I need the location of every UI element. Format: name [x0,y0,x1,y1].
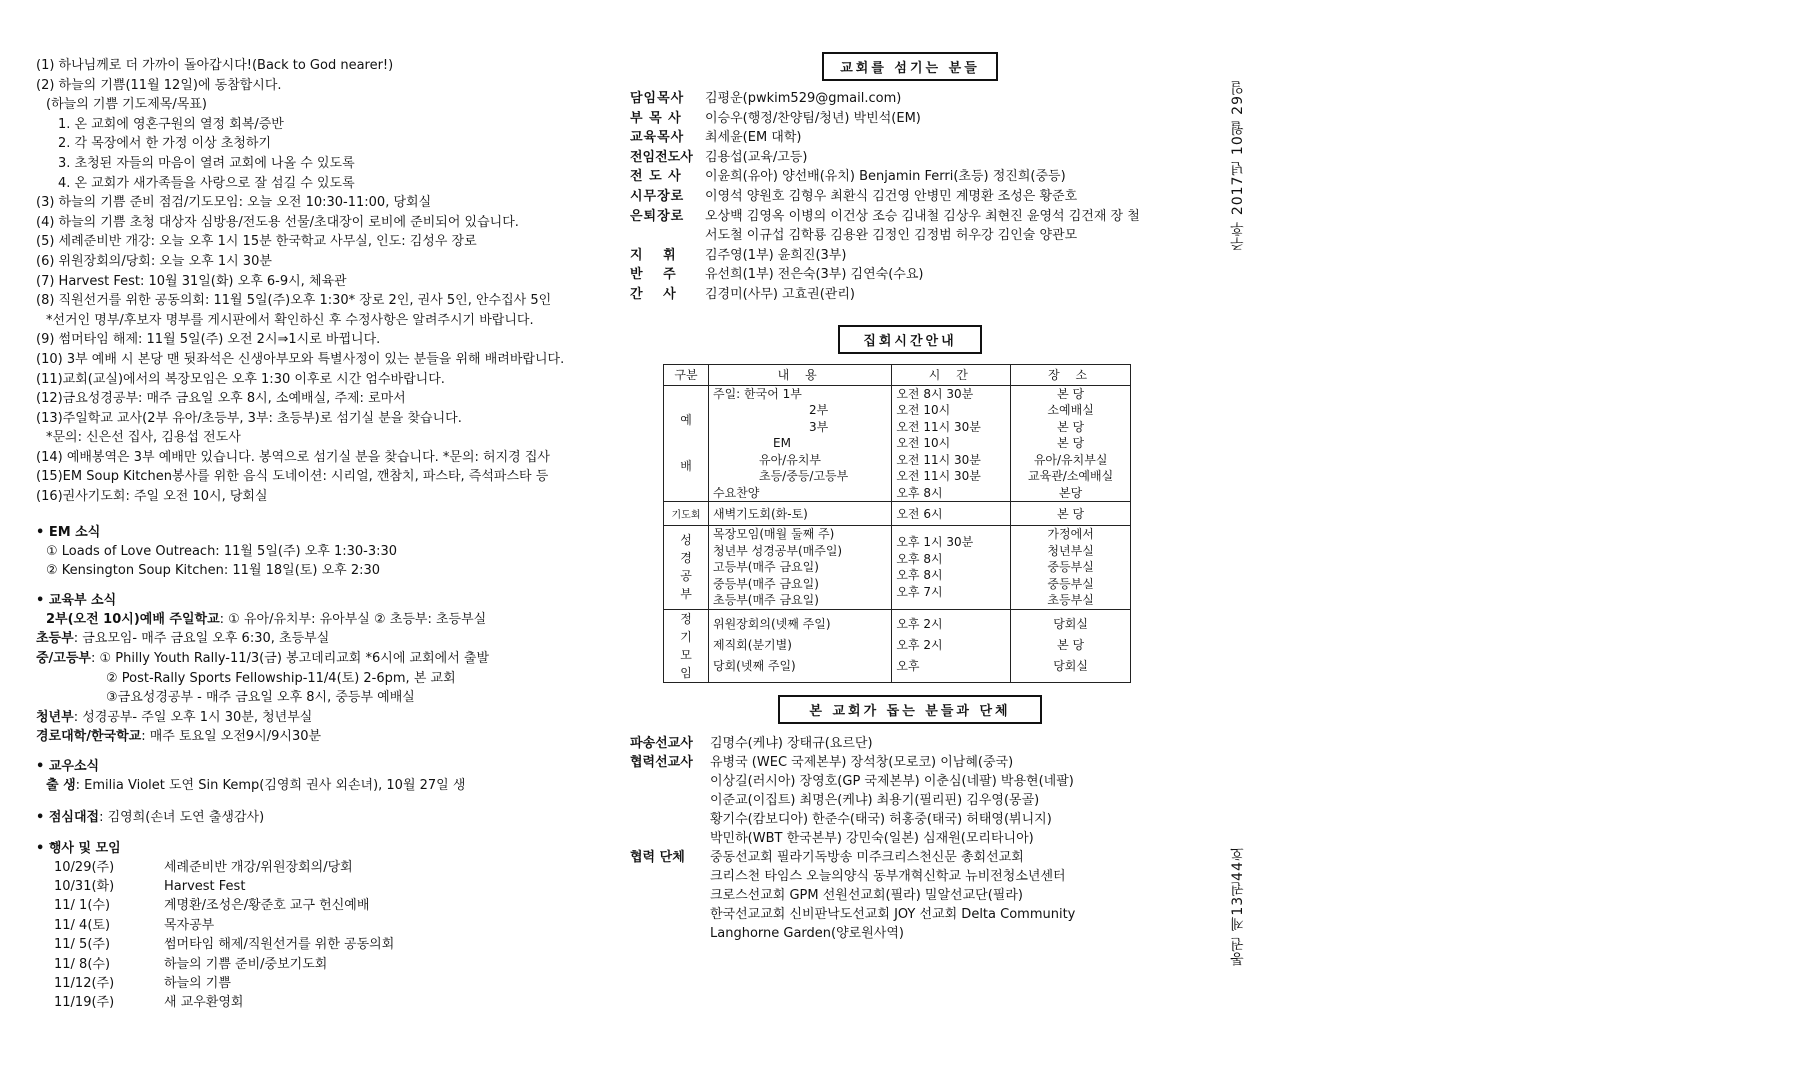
event-row [36,974,596,993]
category-char: 예 [680,413,692,428]
missions-value: 이상길(러시아) 장영호(GP 국제본부) 이춘심(네팔) 박용현(네팔) [710,773,1074,789]
announcement-note: *문의: 신은선 집사, 김용섭 전도사 [46,430,241,446]
schedule-item: 목장모임(매월 둘째 주) [713,527,835,542]
news-text: : Emilia Violet 도연 Sin Kemp(김영희 권사 외손녀), 10월 27일 생 [75,778,466,793]
schedule-place: 본 당 [1057,419,1085,434]
edu-title: • 교육부 소식 [36,592,117,608]
missions-value: 중동선교회 필라기독방송 미주크리스천신문 총회선교회 [710,849,1024,865]
edu-text: : ① 유아/유치부: 유아부실 ② 초등부: 초등부실 [219,611,487,627]
staff-value: 유선희(1부) 전은숙(3부) 김연숙(수요) [705,267,924,283]
announcement: (1) 하나님께로 더 가까이 돌아갑시다!(Back to God nearer!) [36,58,394,73]
schedule-place: 본당 [1059,485,1083,500]
event-desc: Harvest Fest [164,879,246,894]
missions-label: 협력선교사 [630,754,693,770]
staff-value: 김용섭(교육/고등) [705,149,808,165]
schedule-place: 당회실 [1053,659,1088,674]
category-cell [664,609,709,682]
event-desc: 썸머타임 해제/직원선거를 위한 공동의회 [164,937,395,953]
lunch-title: • 점심대접 [36,809,100,825]
events-list [36,858,596,1013]
announcement: (5) 세례준비반 개강: 오늘 오후 1시 15분 한국학교 사무실, 인도: 김성우 장로 [36,234,477,250]
event-desc: 세례준비반 개강/위원장회의/당회 [164,859,353,875]
staff-label: 담임목사 [630,91,685,106]
places-cell [1011,526,1131,610]
schedule-time: 오후 7시 [896,584,943,599]
event-date: 11/19(주) [54,995,115,1011]
missions-value: 한국선교교회 신비판낙도선교회 JOY 선교회 Delta Community [710,906,1076,922]
staff-label: 간 사 [630,286,684,302]
schedule-item: EM [773,436,791,451]
em-title: • EM 소식 [36,524,101,540]
category-char: 배 [680,459,692,474]
edu-text: : 매주 토요일 오전9시/9시30분 [141,729,322,745]
event-row [36,916,596,935]
schedule-item: 유아/유치부 [759,452,822,467]
schedule-item: 청년부 성경공부(매주일) [713,543,843,558]
schedule-item: 고등부(매주 금요일) [713,560,819,575]
event-desc: 새 교우환영회 [164,995,244,1011]
announcement: (8) 직원선거를 위한 공동의회: 11월 5일(주)오후 1:30* 장로 2인, 권사 5인, 안수집사 5인 [36,293,552,309]
schedule-header-row [664,364,1131,385]
category-char: 임 [680,665,692,680]
schedule-item: 2부 [809,403,829,418]
announcement: (15)EM Soup Kitchen봉사를 위한 음식 도네이션: 시리얼, 깬참치, 파스타, 즉석파스타 등 [36,469,549,485]
category-char: 성 [680,533,692,548]
schedule-place: 교육관/소예배실 [1028,469,1114,484]
edu-text: ② Post-Rally Sports Fellowship-11/4(토) 2-6pm, 본 교회 [106,670,456,686]
announcement: (3) 하늘의 기쁨 준비 점검/기도모임: 오늘 오전 10:30-11:00, 당회실 [36,195,432,211]
edu-text: ③금요성경공부 - 매주 금요일 오후 8시, 중등부 예배실 [106,690,415,706]
schedule-place: 본 당 [1057,386,1085,401]
schedule-item: 제직회(분기별) [713,638,792,653]
edu-line [36,708,596,728]
staff-row [630,285,1190,305]
missions-value: Langhorne Garden(양로원사역) [710,925,904,941]
event-desc: 하늘의 기쁨 [164,976,231,992]
event-row [36,858,596,877]
event-desc: 목자공부 [164,917,215,933]
news-title: • 교우소식 [36,759,100,774]
schedule-title: 집회시간안내 [838,325,982,354]
times-cell [892,526,1011,610]
missions-value: 황기수(캄보디아) 한준수(태국) 허홍중(태국) 허태영(뷔니지) [710,811,1052,827]
schedule-item: 당회(넷째 주일) [713,659,796,674]
items-cell [709,385,892,502]
event-row [36,877,596,896]
staff-value: 이영석 양원호 김형우 최환식 김건영 안병민 계명환 조성은 황준호 [705,188,1078,204]
places-cell [1011,609,1131,682]
prayer-item: 2. 각 목장에서 한 가정 이상 초청하기 [58,136,272,152]
schedule-time: 오전 10시 [896,436,951,451]
schedule-place: 유아/유치부실 [1033,452,1108,467]
schedule-place: 가정에서 [1047,527,1094,542]
schedule-time: 오후 8시 [896,485,943,500]
header-cell: 장 소 [1011,364,1131,385]
announcement: (7) Harvest Fest: 10월 31일(화) 오후 6-9시, 체육관 [36,273,347,289]
times-cell [892,609,1011,682]
missions-row [630,734,1190,753]
staff-value: 최세윤(EM 대학) [705,130,802,146]
schedule-item: 주일: 한국어 1부 [713,386,802,401]
missions-row [630,753,1190,772]
edu-text: : 성경공부- 주일 오후 1시 30분, 청년부실 [73,709,313,725]
right-column [630,52,1190,943]
missions-value: 크로스선교회 GPM 선원선교회(필라) 밀알선교단(필라) [710,887,1023,903]
schedule-time: 오전 11시 30분 [896,452,981,467]
category-char: 공 [680,569,692,584]
staff-label: 전 도 사 [630,169,682,185]
edu-label: 2부(오전 10시)예배 주일학교 [46,611,220,627]
event-date: 10/31(화) [54,879,115,894]
schedule-place: 중등부실 [1047,576,1094,591]
staff-label: 부 목 사 [630,110,682,126]
schedule-table [663,364,1131,683]
staff-row [630,167,1190,187]
schedule-place: 당회실 [1053,617,1088,632]
staff-value: 김주영(1부) 윤희진(3부) [705,247,847,263]
announcement: (2) 하늘의 기쁨(11월 12일)에 동참합시다. [36,77,282,93]
items-cell [709,609,892,682]
event-row [36,896,596,915]
category-char: 부 [680,587,692,602]
schedule-time: 오후 2시 [896,638,943,653]
staff-label: 전임전도사 [630,149,693,165]
schedule-item: 중등부(매주 금요일) [713,576,819,591]
edu-line [36,610,596,630]
staff-label: 반 주 [630,267,684,283]
announcement: (10) 3부 예배 시 본당 맨 뒷좌석은 신생아부모와 특별사정이 있는 분들을 위해 배려바랍니다. [36,351,565,367]
missions-label: 협력 단체 [630,849,685,865]
schedule-time: 오후 8시 [896,568,943,583]
schedule-item: 수요찬양 [713,485,760,500]
announcement: (9) 썸머타임 해제: 11월 5일(주) 오전 2시⇒1시로 바뀝니다. [36,332,381,348]
schedule-time: 오전 6시 [892,502,1011,526]
schedule-row-prayer [664,502,1131,526]
category-cell: 기도회 [664,502,709,526]
schedule-row-bible [664,526,1131,610]
missions-row [630,848,1190,867]
missions-title: 본 교회가 돕는 분들과 단체 [778,695,1042,724]
category-char: 경 [680,551,692,566]
announcement-note: *선거인 명부/후보자 명부를 게시판에서 확인하신 후 수정사항은 알려주시기 바랍니다. [46,312,534,328]
staff-label: 시무장로 [630,188,685,204]
left-column [36,56,596,1013]
announcement: (4) 하늘의 기쁨 초청 대상자 심방용/전도용 선물/초대장이 로비에 준비되어 있습니다. [36,214,519,230]
schedule-time: 오전 11시 30분 [896,469,981,484]
schedule-place: 청년부실 [1047,543,1094,558]
event-date: 11/ 8(수) [54,956,111,972]
prayer-header: (하늘의 기쁨 기도제목/목표) [46,97,207,113]
schedule-place: 중등부실 [1047,560,1094,575]
missions-value: 이준교(이집트) 최명은(케냐) 최용기(필리핀) 김우영(몽골) [710,792,1040,808]
missions-label: 파송선교사 [630,735,693,751]
announcement: (16)권사기도회: 주일 오전 10시, 당회실 [36,489,268,505]
staff-value: 이승우(행정/찬양팀/청년) 박빈석(EM) [705,110,921,126]
event-desc: 계명환/조성은/황준호 교구 헌신예배 [164,898,370,914]
items-cell [709,526,892,610]
edu-label: 경로대학/한국학교 [36,729,142,745]
schedule-row-worship [664,385,1131,502]
schedule-time: 오후 2시 [896,617,943,632]
staff-row [630,89,1190,109]
staff-value: 김평운(pwkim529@gmail.com) [705,91,902,106]
category-char: 모 [680,647,692,662]
header-cell: 구분 [664,364,709,385]
events-title: • 행사 및 모임 [36,840,121,856]
announcement: (14) 예배봉역은 3부 예배만 있습니다. 봉역으로 섬기실 분을 찾습니다. *문의: 허지경 집사 [36,449,550,465]
schedule-item: 초등/중등/고등부 [759,469,849,484]
staff-label-empty [630,226,705,246]
schedule-time: 오전 8시 30분 [896,386,974,401]
announcement: (13)주일학교 교사(2부 유아/초등부, 3부: 초등부)로 섬기실 분을 찾습니다. [36,410,462,426]
schedule-time: 오후 [896,659,920,674]
edu-label: 중/고등부 [36,651,91,667]
staff-value: 오상백 김영옥 이병의 이건상 조승 김내철 김상우 최현진 윤영석 김건재 장 철 [705,208,1140,224]
event-row [36,935,596,954]
em-item: ① Loads of Love Outreach: 11월 5일(주) 오후 1:30-3:30 [46,543,398,559]
missions-value: 김명수(케냐) 장태규(요르단) [710,735,873,751]
header-cell: 내 용 [709,364,892,385]
missions-list [630,734,1190,943]
staff-row [630,128,1190,148]
schedule-place: 본 당 [1057,638,1085,653]
event-date: 11/ 1(수) [54,898,111,914]
announcement: (11)교회(교실)에서의 복장모임은 오후 1:30 이후로 시간 엄수바랍니다. [36,371,445,387]
vertical-date: 주후 2017년 10월 29일 [1230,80,1246,251]
event-desc: 하늘의 기쁨 준비/중보기도회 [164,956,328,972]
staff-row [630,226,1190,246]
staff-label: 지 휘 [630,247,684,263]
event-date: 10/29(주) [54,859,115,875]
category-cell [664,385,709,502]
schedule-place: 본 당 [1011,502,1131,526]
announcement: (12)금요성경공부: 매주 금요일 오후 8시, 소예배실, 주제: 로마서 [36,391,406,407]
schedule-item: 새벽기도회(화-토) [709,502,892,526]
edu-line [36,629,596,649]
vertical-issue: 통권 제13권44호 [1230,846,1246,967]
times-cell [892,385,1011,502]
staff-value: 김경미(사무) 고효권(관리) [705,286,855,302]
schedule-item: 초등부(매주 금요일) [713,593,819,608]
places-cell [1011,385,1131,502]
category-cell [664,526,709,610]
em-item: ② Kensington Soup Kitchen: 11월 18일(토) 오후 2:30 [46,563,381,579]
news-line [36,776,596,796]
prayer-item: 1. 온 교회에 영혼구원의 열정 회복/증반 [58,116,284,132]
news-label: 출 생 [46,778,76,793]
staff-value: 서도철 이규섭 김학룡 김용완 김정인 김정범 허우강 김인술 양관모 [705,228,1078,244]
schedule-time: 오전 11시 30분 [896,419,981,434]
schedule-place: 초등부실 [1047,593,1094,608]
edu-label: 청년부 [36,709,74,725]
missions-value: 박민하(WBT 한국본부) 강민숙(일본) 심재원(모리타니아) [710,830,1034,846]
edu-line [36,727,596,747]
staff-row [630,207,1190,227]
schedule-time: 오후 8시 [896,551,943,566]
category-char: 정 [680,611,692,626]
event-date: 11/12(주) [54,976,115,992]
staff-row [630,187,1190,207]
event-date: 11/ 5(주) [54,937,111,953]
schedule-item: 위원장회의(넷째 주일) [713,617,831,632]
edu-text: : ① Philly Youth Rally-11/3(금) 봉고데리교회 *6시에 교회에서 출발 [90,651,489,667]
event-date: 11/ 4(토) [54,917,111,933]
schedule-place: 본 당 [1057,436,1085,451]
staff-row [630,265,1190,285]
schedule-place: 소예배실 [1047,403,1094,418]
prayer-item: 3. 초청된 자들의 마음이 열려 교회에 나올 수 있도록 [58,155,355,171]
edu-line [36,649,596,669]
event-row [36,955,596,974]
lunch-text: : 김영희(손녀 도연 출생감사) [99,809,265,825]
missions-value: 유병국 (WEC 국제본부) 장석창(모로코) 이남혜(중국) [710,754,1014,770]
edu-text: : 금요모임- 매주 금요일 오후 6:30, 초등부실 [73,631,330,647]
header-cell: 시 간 [892,364,1011,385]
lunch-line [36,808,596,827]
prayer-item: 4. 온 교회가 새가족들을 사랑으로 잘 섬길 수 있도록 [58,175,355,191]
staff-label: 은퇴장로 [630,208,685,224]
category-char: 기 [680,629,692,644]
staff-row [630,148,1190,168]
schedule-row-meeting [664,609,1131,682]
staff-label: 교육목사 [630,130,685,146]
staff-row [630,246,1190,266]
schedule-item: 3부 [809,419,829,434]
schedule-time: 오전 10시 [896,403,951,418]
staff-title: 교회를 섬기는 분들 [822,52,998,81]
missions-value: 크리스천 타임스 오늘의양식 동부개혁신학교 뉴비전청소년센터 [710,868,1066,884]
staff-row [630,109,1190,129]
edu-label: 초등부 [36,631,74,647]
announcement: (6) 위원장회의/당회: 오늘 오후 1시 30분 [36,253,272,269]
staff-list [630,89,1190,305]
event-row [36,993,596,1012]
schedule-time: 오후 1시 30분 [896,535,974,550]
staff-value: 이윤희(유아) 양선배(유치) Benjamin Ferri(초등) 정진희(중등) [705,169,1066,185]
